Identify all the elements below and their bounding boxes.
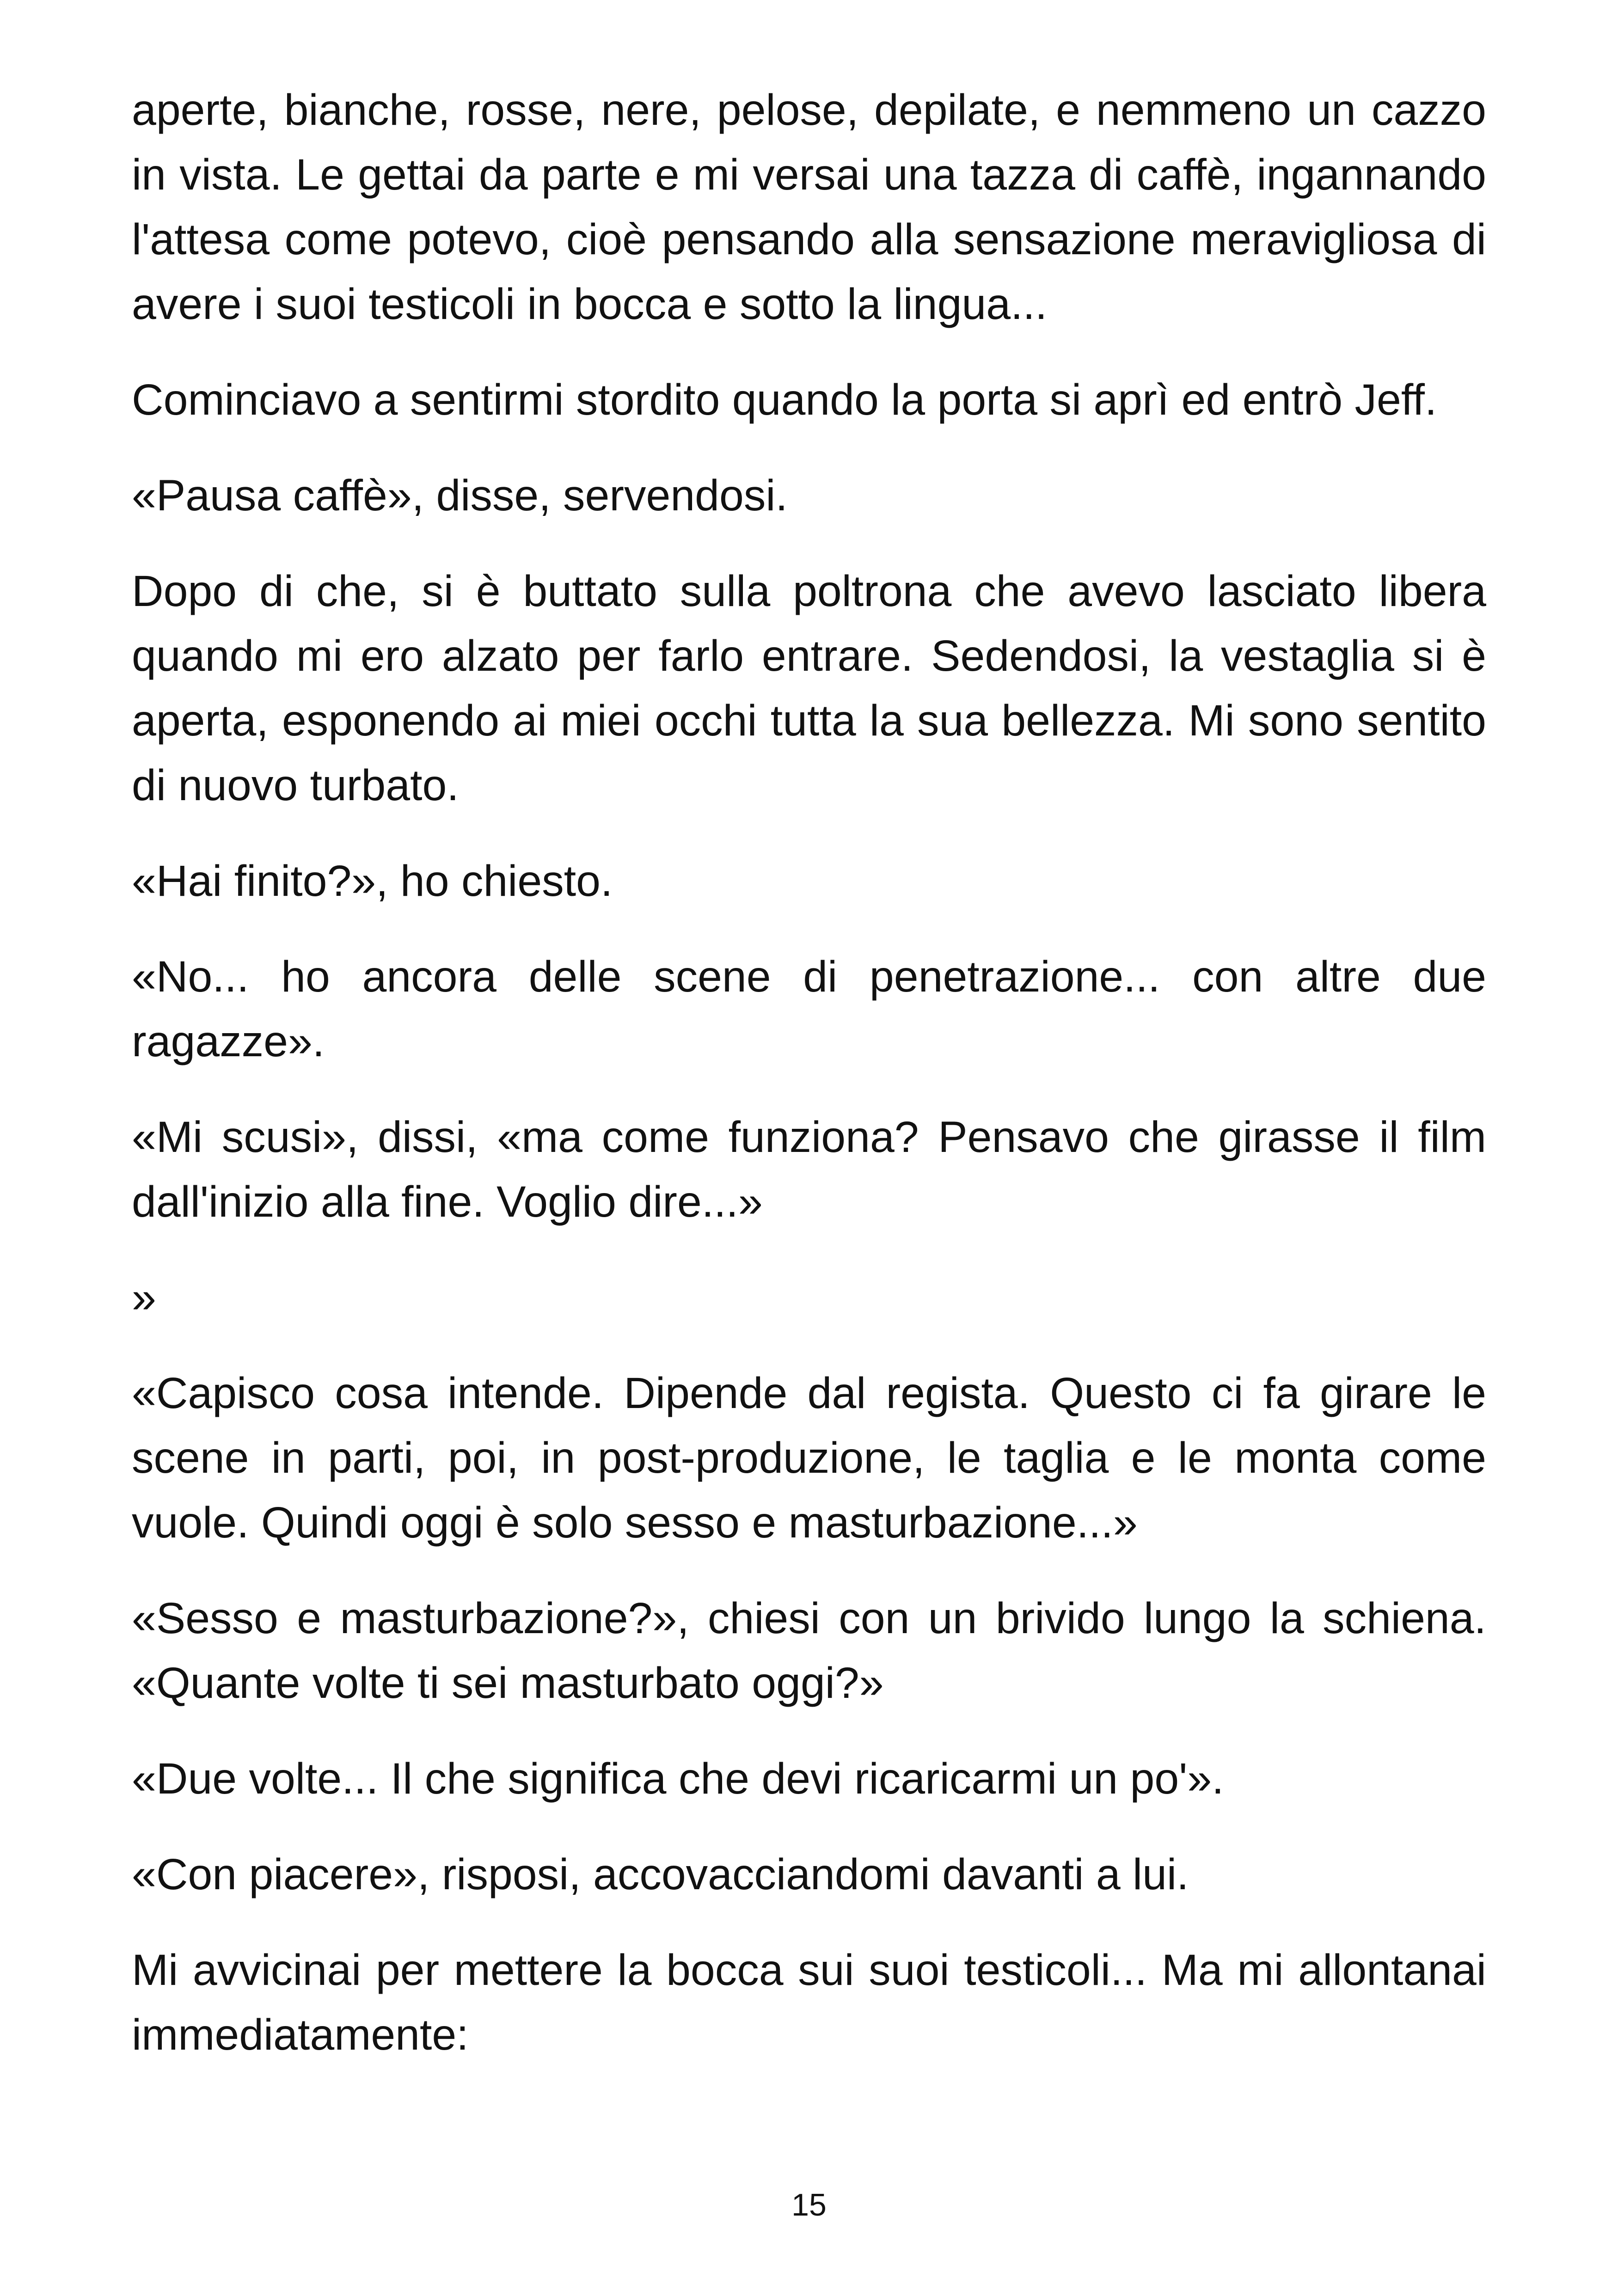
paragraph: Cominciavo a sentirmi stordito quando la porta si aprì ed entrò Jeff. — [132, 375, 1437, 424]
paragraph: «Capisco cosa intende. Dipende dal regista. Questo ci fa girare le scene in parti, poi, in post-produzione, le taglia e le monta come vuole. Quindi oggi è solo sesso e masturbazione...» — [132, 1369, 1486, 1547]
paragraph: » — [132, 1273, 156, 1322]
paragraph: aperte, bianche, rosse, nere, pelose, depilate, e nemmeno un cazzo in vista. Le gettai da parte e mi versai una tazza di caffè, ingannando l'attesa come potevo, cioè pensando alla sensazione meravigliosa di avere i suoi testicoli in bocca e sotto la lingua... — [132, 86, 1486, 329]
paragraph: Dopo di che, si è buttato sulla poltrona che avevo lasciato libera quando mi ero alzato per farlo entrare. Sedendosi, la vestaglia si è aperta, esponendo ai miei occhi tutta la sua bellezza. Mi sono sentito di nuovo turbato. — [132, 567, 1486, 810]
paragraph: «Con piacere», risposi, accovacciandomi davanti a lui. — [132, 1850, 1189, 1899]
page-number: 15 — [791, 2187, 827, 2223]
paragraph: Mi avvicinai per mettere la bocca sui suoi testicoli... Ma mi allontanai immediatamente: — [132, 1946, 1486, 2059]
paragraph: «Due volte... Il che significa che devi ricaricarmi un po'». — [132, 1754, 1224, 1803]
paragraph: «Mi scusi», dissi, «ma come funziona? Pensavo che girasse il film dall'inizio alla fine. Voglio dire...» — [132, 1113, 1486, 1226]
paragraph: «Sesso e masturbazione?», chiesi con un brivido lungo la schiena. «Quante volte ti sei masturbato oggi?» — [132, 1594, 1486, 1708]
paragraph: «Hai finito?», ho chiesto. — [132, 857, 613, 906]
paragraph: «No... ho ancora delle scene di penetrazione... con altre due ragazze». — [132, 952, 1486, 1066]
paragraph: «Pausa caffè», disse, servendosi. — [132, 471, 788, 520]
body-text — [132, 78, 1486, 2098]
